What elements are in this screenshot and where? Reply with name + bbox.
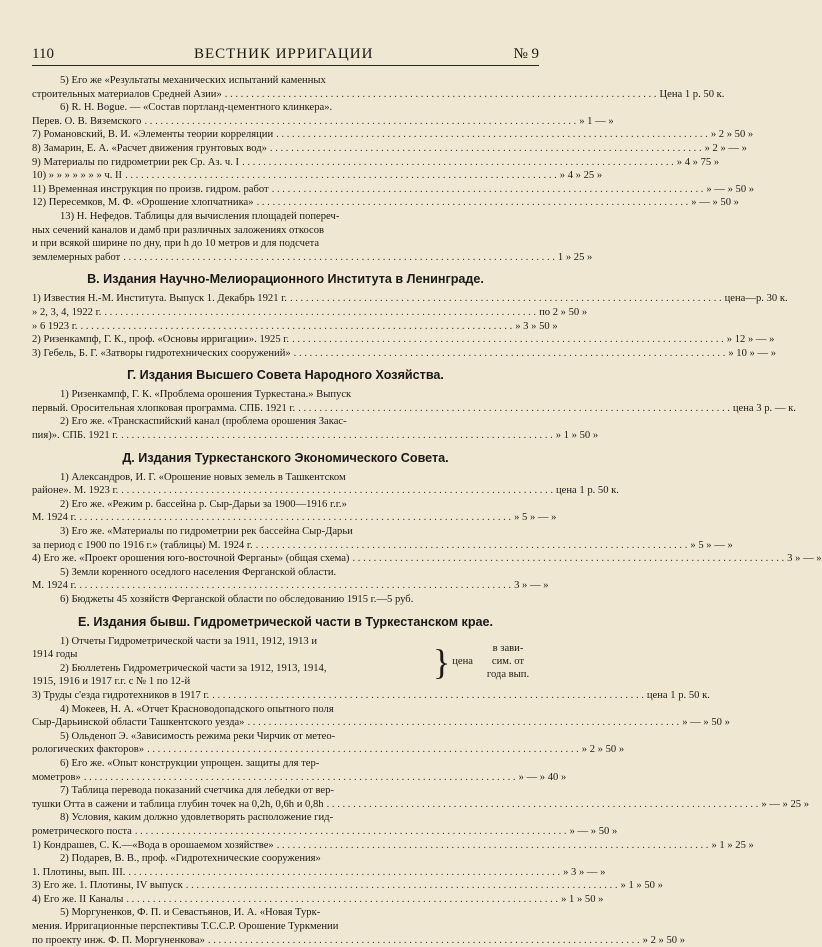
leader-dots (277, 839, 709, 853)
entry-text: 3) Труды с'езда гидротехников в 1917 г. (32, 689, 210, 701)
catalog-entry-row (32, 292, 788, 306)
entry-text: рологических факторов» (32, 744, 145, 756)
entry-price: 1 » 25 » (557, 251, 593, 263)
entry-price: » 2 » 50 » (710, 129, 754, 141)
section-v-title: В. Издания Научно-Мелиорационного Института в Ленинграде. (87, 272, 484, 287)
entry-text: первый. Оросительная хлопковая программа. СПБ. 1921 г. (32, 402, 296, 414)
catalog-entry-row (32, 196, 739, 210)
brace-group (32, 635, 539, 689)
brace-price-label: цена (452, 656, 473, 668)
entry-text: 2) Его же. «Транскаспийский канал (проблема орошения Закас- (60, 416, 347, 428)
leader-dots (327, 798, 759, 812)
catalog-entry-row (32, 825, 618, 839)
entry-text: 5) Моргуненков, Ф. П. и Севастьянов, И. А. «Новая Турк- (60, 907, 321, 919)
catalog-entry-row (32, 866, 606, 880)
catalog-entry-line (32, 811, 539, 825)
catalog-entry-row (32, 879, 663, 893)
section-d-list (32, 471, 822, 607)
catalog-entry-line (32, 101, 539, 115)
catalog-entry-row (32, 511, 557, 525)
page-number: 110 (32, 46, 54, 62)
entry-price: » — » 50 » (682, 717, 730, 729)
leader-dots (270, 142, 702, 156)
entry-text: 4) Мокеев, Н. А. «Отчет Красноводопадского опытного поля (60, 703, 334, 715)
entry-text: » 6 1923 г. (32, 320, 78, 332)
leader-dots (79, 511, 511, 525)
entry-text: 2) Бюллетень Гидрометрической части за 1912, 1913, 1914, (60, 662, 327, 674)
catalog-entry-line (32, 525, 539, 539)
entry-price: » — » 50 » (706, 183, 755, 195)
entry-text: 2) Ризенкампф, Г. К., проф. «Основы ирригации». 1925 г. (32, 334, 290, 346)
catalog-entry-row (32, 716, 730, 730)
leader-dots (290, 292, 722, 306)
entry-price: » 4 » 25 » (559, 170, 603, 182)
entry-text: 1915, 1916 и 1917 г.г. с № 1 по 12-й (32, 676, 191, 688)
entry-text: за период с 1900 по 1916 г.» (таблицы) М. 1924 г. (32, 539, 253, 551)
leader-dots (212, 689, 644, 703)
catalog-entry-line (32, 498, 539, 512)
journal-title: ВЕСТНИК ИРРИГАЦИИ (193, 46, 374, 62)
entry-price: » 2 » — » (704, 142, 747, 154)
entry-text: 4) Его же. «Проект орошения юго-восточной Ферганы» (общая схема) (32, 553, 350, 565)
leader-dots (352, 552, 784, 566)
catalog-entry-row (32, 333, 775, 347)
entry-text: рометрического поста (32, 825, 132, 837)
catalog-entry-row (32, 347, 777, 361)
entry-text: тушки Отта в сажени и таблица глубин точек на 0,2h, 0,6h и 0,8h (32, 798, 324, 810)
catalog-entry-line (32, 662, 431, 676)
catalog-entry-line (32, 74, 539, 88)
entry-text: 8) Замарин, Е. А. «Расчет движения грунтовых вод» (32, 142, 267, 154)
entry-text: 3) Его же. 1. Плотины, IV выпуск (32, 880, 183, 892)
entry-price: цена 1 р. 50 к. (555, 485, 619, 497)
leader-dots (128, 866, 560, 880)
leader-dots (123, 251, 555, 265)
entry-text: по проекту инж. Ф. П. Моргуненкова» (32, 934, 205, 946)
leader-dots (144, 115, 576, 129)
leader-dots (225, 88, 657, 102)
catalog-entry-line (32, 237, 539, 251)
catalog-entry-row (32, 539, 733, 553)
running-header (32, 0, 539, 66)
entry-text: 6) Бюджеты 45 хозяйств Ферганской области по обследованию 1915 г.—5 руб. (60, 594, 414, 605)
entry-text: 2) Его же. «Режим р. бассейна р. Сыр-Дарьи за 1900—1916 г.г.» (60, 498, 347, 510)
entry-text: 7) Таблица перевода показаний счетчика для лебедки от вер- (60, 785, 334, 797)
leader-dots (126, 893, 558, 907)
catalog-entry-row (32, 839, 754, 853)
entry-price: 3 » — » (514, 580, 549, 592)
catalog-entry-line (32, 852, 539, 866)
catalog-entry-row (32, 429, 599, 443)
section-g-title: Г. Издания Высшего Совета Народного Хозяйства. (127, 368, 444, 383)
brace-group-lines (32, 635, 431, 689)
catalog-entry-line (32, 920, 539, 934)
leader-dots (298, 402, 730, 416)
catalog-entry-line (32, 730, 539, 744)
catalog-entry-row (32, 771, 567, 785)
leader-dots (276, 128, 708, 142)
entry-price: » 1 » 50 » (561, 893, 604, 905)
entry-text: 1) Александров, И. Г. «Орошение новых земель в Ташкентском (60, 471, 346, 483)
entry-price: » 1 » 50 » (555, 430, 599, 442)
entry-text: 11) Временная инструкция по произв. гидром. работ (32, 183, 269, 195)
entry-text: пия)». СПБ. 1921 г. (32, 430, 119, 442)
entry-price: по 2 » 50 » (539, 306, 588, 318)
leader-dots (242, 156, 674, 170)
entry-price: » — » 40 » (518, 771, 567, 783)
catalog-entry-line (32, 415, 539, 429)
catalog-entry-line (32, 675, 431, 689)
section-e-list (32, 689, 809, 947)
entry-text: 3) Его же. «Материалы по гидрометрии рек бассейна Сыр-Дарьи (60, 526, 353, 538)
catalog-entry-line (32, 224, 539, 238)
catalog-entry-row (32, 798, 809, 812)
brace-symbol: } (432, 641, 451, 682)
entry-text: 7) Романовский, В. И. «Элементы теории корреляции (32, 129, 274, 141)
entry-price: Цена 1 р. 50 к. (659, 88, 725, 100)
catalog-entry-line (32, 757, 539, 771)
entry-text: 6) Его же. «Опыт конструкции упрощен. защиты для тер- (60, 757, 320, 769)
catalog-entry-line (32, 648, 431, 662)
entry-price: цена—р. 30 к. (724, 293, 788, 305)
leader-dots (81, 320, 513, 334)
leader-dots (247, 716, 679, 730)
entry-price: » 10 » — » (728, 347, 777, 359)
leader-dots (147, 743, 579, 757)
entry-text: 5) Ольденоп Э. «Зависимость режима реки Чирчик от метео- (60, 730, 336, 742)
entry-text: 5) Его же «Результаты механических испытаний каменных (60, 75, 326, 86)
catalog-entry-row (32, 306, 588, 320)
leader-dots (121, 484, 553, 498)
entry-price: » 2 » 50 » (581, 744, 625, 756)
entry-text: и при всякой ширине по дну, при h до 10 метров и для подсчета (32, 238, 320, 250)
catalog-entry-row (32, 402, 796, 416)
catalog-entry-row (32, 115, 614, 129)
catalog-entry-row (32, 169, 603, 183)
leader-dots (84, 771, 516, 785)
section-e-title: Е. Издания бывш. Гидрометрической части в Туркестанском крае. (77, 614, 494, 629)
leader-dots (125, 169, 557, 183)
catalog-entry-row (32, 142, 747, 156)
entry-text: ных сечений каналов и дамб при различных заложениях откосов (32, 224, 325, 236)
catalog-entry-row (32, 893, 604, 907)
entry-price: » — » 25 » (761, 798, 809, 810)
entry-text: 1) Кондрашев, С. К.—«Вода в орошаемом хозяйстве» (32, 839, 274, 851)
leader-dots (121, 429, 553, 443)
entry-price: цена 1 р. 50 к. (646, 689, 710, 701)
catalog-entry-row (32, 128, 754, 142)
catalog-entry-line (32, 593, 539, 607)
entry-text: 10) » » » » » » » ч. II (32, 170, 123, 182)
catalog-entry-line (32, 388, 539, 402)
block-top-list (32, 74, 755, 264)
catalog-entry-row (32, 320, 558, 334)
entry-text: » 2, 3, 4, 1922 г. (32, 306, 102, 318)
entry-text: 6) R. H. Bogue. — «Состав портланд-цементного клинкера». (60, 102, 333, 114)
brace-note-line: в зави- (492, 643, 524, 655)
brace-note-line: года вып. (486, 669, 530, 681)
entry-text: районе». М. 1923 г. (32, 485, 119, 497)
catalog-entry-line (32, 566, 539, 580)
catalog-entry-line (32, 635, 431, 649)
catalog-entry-row (32, 251, 593, 265)
catalog-entry-row (32, 183, 755, 197)
issue-number: № 9 (513, 46, 539, 62)
leader-dots (272, 183, 704, 197)
leader-dots (257, 196, 689, 210)
leader-dots (294, 347, 726, 361)
catalog-entry-row (32, 579, 549, 593)
leader-dots (104, 306, 536, 320)
entry-text: 1) Ризенкампф, Г. К. «Проблема орошения Туркестана.» Выпуск (60, 389, 352, 401)
entry-text: 4) Его же. II Каналы (32, 893, 124, 905)
entry-text: Перев. О. В. Вяземского (32, 115, 142, 127)
leader-dots (186, 879, 618, 893)
entry-text: М. 1924 г. (32, 512, 77, 524)
catalog-entry-line (32, 471, 539, 485)
entry-price: » 1 » 50 » (620, 880, 663, 892)
entry-text: мометров» (32, 771, 81, 783)
entry-price: » 12 » — » (726, 334, 775, 346)
leader-dots (292, 333, 724, 347)
entry-text: 8) Условия, каким должно удовлетворять расположение гид- (60, 812, 334, 824)
entry-text: 1. Плотины, вып. III. (32, 866, 126, 878)
entry-text: 12) Пересемков, М. Ф. «Орошение хлопчатника» (32, 197, 254, 209)
entry-price: » 2 » 50 » (642, 934, 685, 946)
catalog-entry-row (32, 743, 625, 757)
entry-price: » 4 » 75 » (676, 156, 720, 168)
entry-price: » 3 » 50 » (515, 320, 558, 332)
entry-text: землемерных работ (32, 251, 121, 263)
leader-dots (135, 825, 567, 839)
catalog-entry-row (32, 552, 822, 566)
section-d-title: Д. Издания Туркестанского Экономического Совета. (122, 450, 449, 465)
entry-price: » — » 50 » (569, 825, 618, 837)
entry-price: » 5 » — » (514, 512, 557, 524)
entry-text: 13) Н. Нефедов. Таблицы для вычисления площадей попереч- (60, 210, 340, 222)
entry-price: » 3 » — » (563, 866, 606, 878)
entry-price: » 1 » 25 » (711, 839, 754, 851)
entry-text: мения. Ирригационные перспективы Т.С.С.Р. Орошение Туркмении (32, 921, 339, 933)
entry-text: 1) Отчеты Гидрометрической части за 1911, 1912, 1913 и (60, 635, 317, 647)
entry-text: Сыр-Дарьинской области Ташкентского уезда» (32, 717, 245, 729)
catalog-entry-line (32, 210, 539, 224)
entry-text: 2) Подарев, В. В., проф. «Гидротехнические сооружения» (60, 853, 321, 865)
section-g-list (32, 388, 796, 442)
entry-price: » — » 50 » (691, 197, 739, 209)
entry-price: » 1 — » (579, 115, 614, 127)
catalog-entry-row (32, 156, 720, 170)
catalog-entry-line (32, 784, 539, 798)
entry-price: цена 3 р. — к. (732, 402, 796, 414)
entry-price: 3 » — » (787, 553, 822, 565)
entry-price: » 5 » — » (690, 539, 733, 551)
entry-text: 9) Материалы по гидрометрии рек Ср. Аз. ч. I (32, 156, 240, 168)
entry-text: строительных материалов Средней Азии» (32, 88, 222, 100)
catalog-entry-row (32, 484, 619, 498)
entry-text: 3) Гебель, Б. Г. «Затворы гидротехнических сооружений» (32, 347, 291, 359)
catalog-entry-row (32, 689, 710, 703)
section-v-list (32, 292, 788, 360)
brace-price-note (477, 642, 539, 681)
catalog-entry-line (32, 906, 539, 920)
catalog-entry-row (32, 934, 685, 947)
entry-text: 1) Известия Н.-М. Института. Выпуск 1. Декабрь 1921 г. (32, 293, 287, 305)
entry-text: 5) Земли коренного оседлого населения Ферганской области. (60, 566, 337, 578)
leader-dots (256, 539, 688, 553)
brace-note-line: сим. от (491, 656, 525, 668)
leader-dots (208, 934, 640, 947)
entry-text: М. 1924 г. (32, 580, 77, 592)
catalog-entry-line (32, 703, 539, 717)
entry-text: 1914 годы (32, 649, 78, 661)
catalog-entry-row (32, 88, 725, 102)
leader-dots (79, 579, 511, 593)
